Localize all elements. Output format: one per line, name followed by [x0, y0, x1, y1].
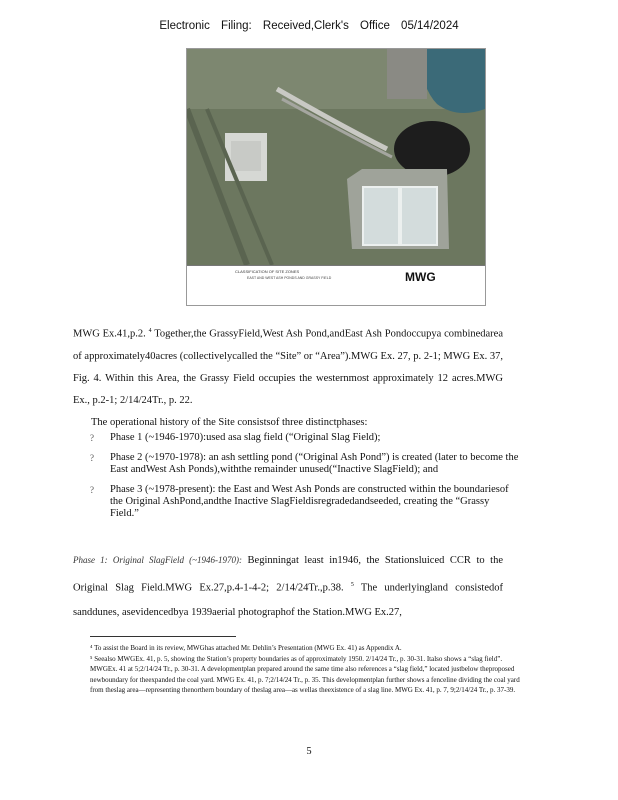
- list-item: [90, 452, 520, 476]
- phase-1-heading: Phase 1: Original SlagField (~1946-1970):: [73, 555, 242, 565]
- phase-1-body-continued: The underlyingland consistedof sanddunes, asevidencedbya 1939aerial photographof the Station.MWG Ex.27,: [73, 582, 504, 618]
- list-item: [90, 432, 520, 444]
- footnote-ref-4[interactable]: 4: [148, 328, 152, 334]
- filing-header: Electronic Filing: Received,Clerk's Office 05/14/2024: [159, 20, 459, 32]
- map-subtitle: EAST AND WEST ASH PONDS AND GRASSY FIELD: [247, 276, 332, 280]
- mwg-logo: MWG: [405, 270, 436, 284]
- page-number: 5: [306, 746, 312, 757]
- footnote-separator: [90, 636, 236, 637]
- list-item: [90, 484, 520, 520]
- paragraph-1-lead: MWG Ex.41,p.2.: [73, 328, 146, 340]
- footnotes: [90, 643, 520, 696]
- map-title-block: [187, 265, 485, 306]
- footnote-4: ⁴ To assist the Board in its review, MWGhas attached Mr. Dehlin’s Presentation (MWG Ex. 41) as Appendix A.: [90, 644, 402, 652]
- paragraph-phase-1: [73, 548, 503, 625]
- paragraph-site-area: [73, 320, 503, 434]
- footnote-5: ⁵ Seealso MWGEx. 41, p. 5, showing the Station’s property boundaries as of approximately 1950. 2/14/24 Tr., p. 30-31. Italso shows a “slag field”. MWGEx. 41 at 5;2/14/24 Tr., p. 30-31. A developmentplan prepared around the same time also references a “slag field,” located justbelow theproposed newboundary for theexpanded the coal yard. MWG Ex. 41, p. 7;2/14/24 Tr., p. 35. This developmentplan further shows a fenceline dividing the coal yard from theslag area—representing thenorthern boundary of theslag area—as wellas theexistence of a slag line. MWG Ex. 41, p. 7, 9;2/14/24 Tr., p. 37-39.: [90, 654, 520, 694]
- bullet-text: Phase 3 (~1978-present): the East and West Ash Ponds are constructed within the boundariesof the Original AshPond,andthe Inactive SlagFieldisregradedandseeded, creating the “Grassy Field.”: [110, 484, 509, 519]
- bullet-mark: ?: [90, 485, 94, 495]
- paragraph-1-body: Together,the GrassyField,West Ash Pond,andEast Ash Pondoccupya combinedarea of approximately40acres (collectivelycalled the “Site” or “Area”).MWG Ex. 27, p. 2-1; MWG Ex. 37, Fig. 4. Within this Area, the Grassy Field occupies the westernmost approximately 12 acres.MWG Ex., p.2-1; 2/14/24Tr., p. 22.: [73, 328, 504, 406]
- site-aerial-figure: [186, 48, 486, 306]
- footnote-ref-5[interactable]: 5: [350, 582, 354, 588]
- bullet-text: Phase 2 (~1970-1978): an ash settling pond (“Original Ash Pond”) is created (later to become the East andWest Ash Ponds),withthe remainder unused(“Inactive SlagField); and: [110, 452, 519, 475]
- bullet-text: Phase 1 (~1946-1970):used asa slag field (“Original Slag Field);: [110, 432, 381, 443]
- map-title: CLASSIFICATION OF SITE ZONES: [235, 269, 300, 274]
- bullet-mark: ?: [90, 453, 94, 463]
- phase-1-body: Beginningat least in1946, the Stationsluiced CCR to the Original Slag Field.MWG Ex.27,p.4-1-4-2; 2/14/24Tr.,p.38.: [73, 555, 503, 594]
- phase-list: [90, 432, 520, 528]
- bullet-mark: ?: [90, 433, 94, 443]
- aerial-photo: [187, 49, 485, 265]
- paragraph-phases-intro: The operational history of the Site consistsof three distinctphases:: [91, 416, 368, 428]
